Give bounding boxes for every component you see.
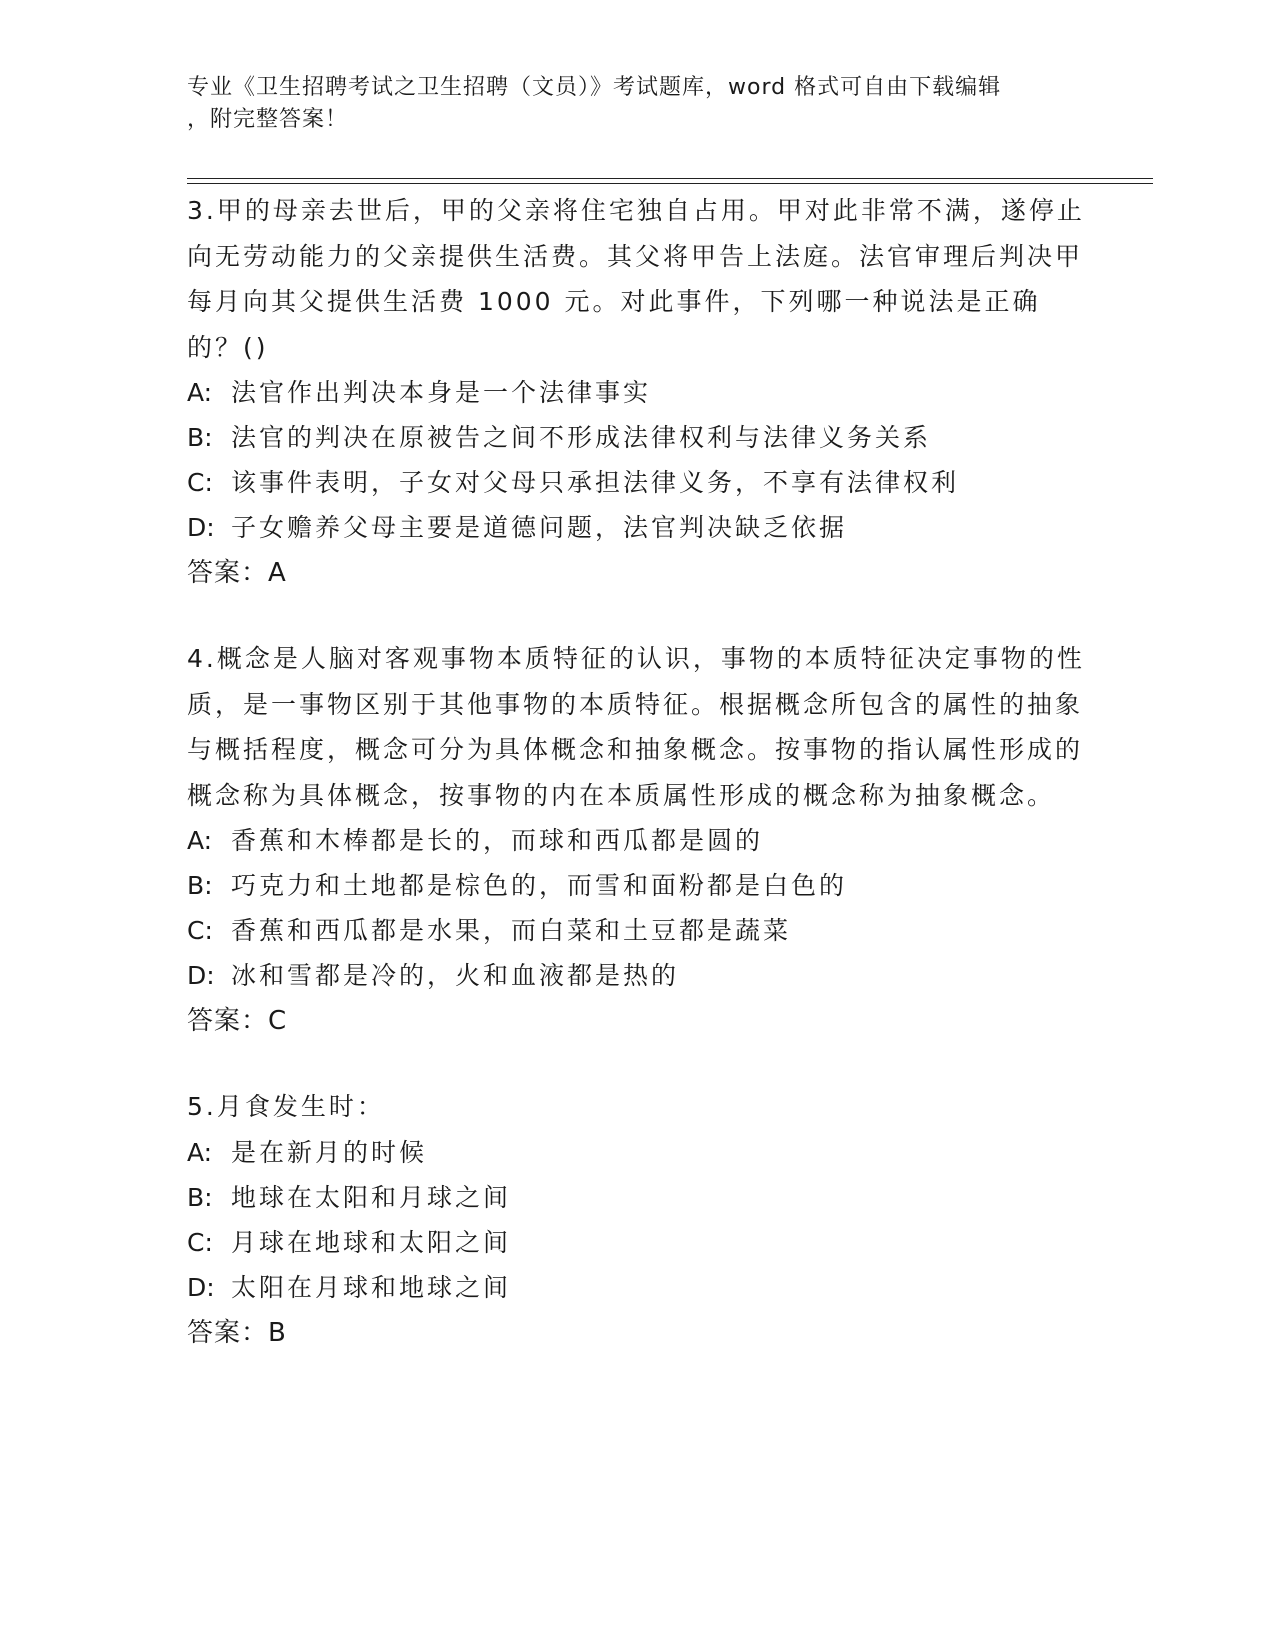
option-letter: C:: [187, 916, 213, 945]
option-letter: B:: [187, 871, 213, 900]
option-letter: A:: [187, 826, 213, 855]
header-rule-top: [187, 178, 1153, 179]
option-c: [187, 1220, 1087, 1265]
option-a: [187, 1130, 1087, 1175]
option-text: 香蕉和西瓜都是水果，而白菜和土豆都是蔬菜: [231, 916, 792, 945]
question-5: [187, 1084, 1087, 1356]
option-b: [187, 1175, 1087, 1220]
option-text: 巧克力和土地都是棕色的，而雪和面粉都是白色的: [231, 871, 848, 900]
option-d: [187, 953, 1087, 998]
option-b: [187, 863, 1087, 908]
question-3: [187, 188, 1087, 596]
option-letter: C:: [187, 468, 213, 497]
option-text: 该事件表明，子女对父母只承担法律义务，不享有法律权利: [231, 468, 960, 497]
option-letter: B:: [187, 423, 213, 452]
option-letter: D:: [187, 961, 215, 990]
option-letter: A:: [187, 1137, 213, 1167]
option-text: 地球在太阳和月球之间: [231, 1182, 512, 1212]
option-letter: C:: [187, 1227, 213, 1257]
option-a: [187, 818, 1087, 863]
question-stem: 5.月食发生时：: [187, 1092, 385, 1121]
option-b: [187, 415, 1087, 460]
question-spacer: [187, 1044, 1087, 1084]
option-letter: D:: [187, 1272, 215, 1302]
header-rule-bottom: [187, 183, 1153, 184]
option-d: [187, 505, 1087, 550]
option-c: [187, 460, 1087, 505]
option-d: [187, 1265, 1087, 1310]
option-text: 太阳在月球和地球之间: [231, 1272, 512, 1302]
option-text: 月球在地球和太阳之间: [231, 1227, 512, 1257]
option-letter: D:: [187, 513, 215, 542]
option-text: 是在新月的时候: [231, 1137, 428, 1167]
document-header: 专业《卫生招聘考试之卫生招聘（文员）》考试题库，word 格式可自由下载编辑 ，附完整答案！: [187, 75, 1002, 132]
option-text: 香蕉和木棒都是长的，而球和西瓜都是圆的: [231, 826, 764, 855]
option-a: [187, 370, 1087, 415]
option-text: 法官的判决在原被告之间不形成法律权利与法律义务关系: [231, 423, 932, 452]
answer-line: 答案：C: [187, 1006, 288, 1036]
answer-line: 答案：B: [187, 1317, 287, 1348]
question-list: [187, 188, 1087, 1356]
question-stem: 4.概念是人脑对客观事物本质特征的认识，事物的本质特征决定事物的性质，是一事物区别于其他事物的本质特征。根据概念所包含的属性的抽象与概括程度，概念可分为具体概念和抽象概念。按事物的指认属性形成的概念称为具体概念，按事物的内在本质属性形成的概念称为抽象概念。: [187, 644, 1085, 810]
option-text: 冰和雪都是冷的，火和血液都是热的: [231, 961, 680, 990]
question-stem: 3.甲的母亲去世后，甲的父亲将住宅独自占用。甲对此非常不满，遂停止向无劳动能力的父亲提供生活费。其父将甲告上法庭。法官审理后判决甲每月向其父提供生活费 1000 元。对此事件，下列哪一种说法是正确的？(): [187, 196, 1085, 362]
answer-line: 答案：A: [187, 558, 287, 588]
question-4: [187, 636, 1087, 1044]
option-text: 子女赡养父母主要是道德问题，法官判决缺乏依据: [231, 513, 848, 542]
option-letter: A:: [187, 378, 213, 407]
option-text: 法官作出判决本身是一个法律事实: [231, 378, 652, 407]
question-spacer: [187, 596, 1087, 636]
option-c: [187, 908, 1087, 953]
option-letter: B:: [187, 1182, 213, 1212]
